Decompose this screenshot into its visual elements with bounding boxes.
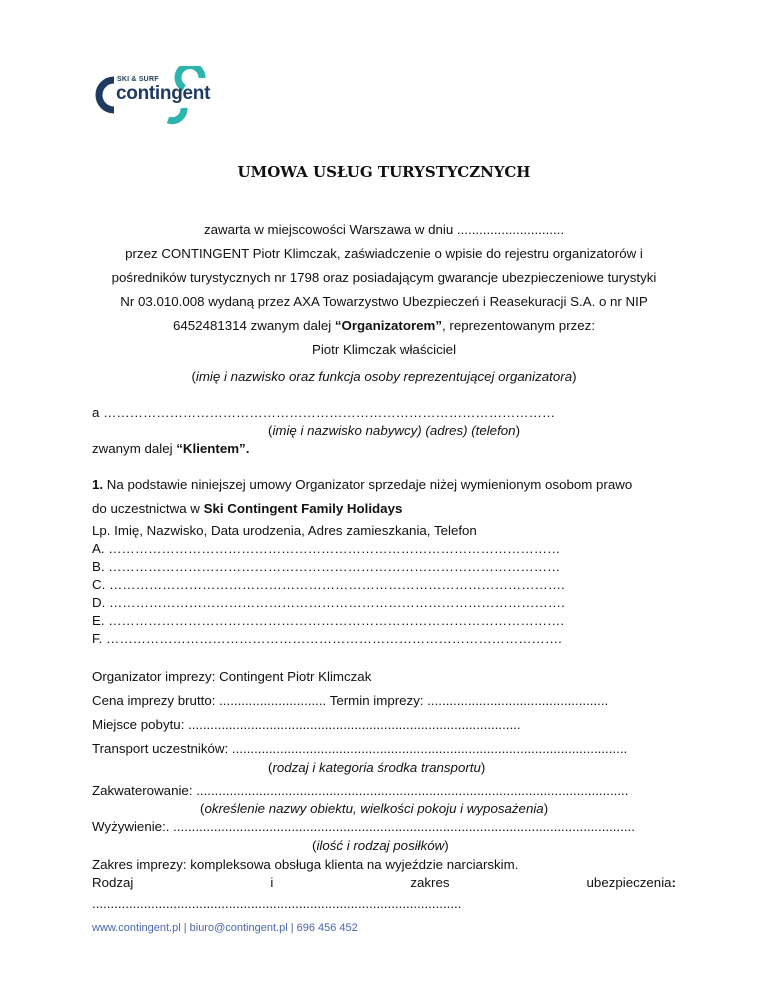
participants-header: Lp. Imię, Nazwisko, Data urodzenia, Adres zamieszkania, Telefon [92,523,477,538]
organizer-note: (imię i nazwisko oraz funkcja osoby reprezentującej organizatora) [191,369,577,384]
meals-note: (ilość i rodzaj posiłków) [312,838,449,853]
intro-line-6: Piotr Klimczak właściciel [311,342,457,357]
participant-row: C. …………………………………………………………………………………………. [92,577,565,592]
price-line: Cena imprezy brutto: ............................. Termin imprezy: ................................................. [92,693,609,708]
intro-line-1: zawarta w miejscowości Warszawa w dniu ............................. [203,222,565,237]
participant-row: F. …………………………………………………………………………………………. [92,631,562,646]
footer-contact: www.contingent.pl | biuro@contingent.pl | 696 456 452 [92,922,358,934]
place-line: Miejsce pobytu: .......................................................................................... [92,717,521,732]
participant-row: E. …………………………………………………………………………………………. [92,613,565,628]
transport-line: Transport uczestników: ........................................................................................................... [92,741,628,756]
scope-line: Zakres imprezy: kompleksowa obsługa klienta na wyjeździe narciarskim. [92,857,519,872]
organizer-line: Organizator imprezy: Contingent Piotr Klimczak [92,669,372,684]
intro-line-4: Nr 03.010.008 wydaną przez AXA Towarzystwo Ubezpieczeń i Reasekuracji S.A. o nr NIP [120,294,648,309]
client-label: zwanym dalej “Klientem”. [92,441,250,456]
intro-line-5: 6452481314 zwanym dalej “Organizatorem”, reprezentowanym przez: [172,318,596,333]
insurance-dots: .................................................................................................... [92,896,462,911]
section-1-line-1: 1. Na podstawie niniejszej umowy Organizator sprzedaje niżej wymienionym osobom prawo [92,477,633,492]
intro-line-3: pośredników turystycznych nr 1798 oraz posiadającym gwarancje ubezpieczeniowe turystyki [111,270,657,285]
client-line: a ………………………………………………………………………………………… [92,405,556,420]
document-title: UMOWA USŁUG TURYSTYCZNYCH [237,163,531,181]
participant-row: A. ………………………………………………………………………………………… [92,541,561,556]
transport-note: (rodzaj i kategoria środka transportu) [268,760,486,775]
participant-row: B. ………………………………………………………………………………………… [92,559,561,574]
insurance-line: Rodzaj i zakres ubezpieczenia: [92,875,676,890]
contingent-logo [90,66,230,128]
meals-line: Wyżywienie:. ............................................................................................................................. [92,819,635,834]
participant-row: D. …………………………………………………………………………………………. [92,595,565,610]
accommodation-line: Zakwaterowanie: ..................................................................................................................... [92,783,629,798]
section-1-line-2: do uczestnictwa w Ski Contingent Family Holidays [92,501,403,516]
logo-name: contingent [116,83,211,104]
accommodation-note: (określenie nazwy obiektu, wielkości pokoju i wyposażenia) [200,801,549,816]
logo-tagline: SKI & SURF [117,76,159,83]
client-note: (imię i nazwisko nabywcy) (adres) (telefon) [268,423,520,438]
intro-line-2: przez CONTINGENT Piotr Klimczak, zaświadczenie o wpisie do rejestru organizatorów i [125,246,643,261]
